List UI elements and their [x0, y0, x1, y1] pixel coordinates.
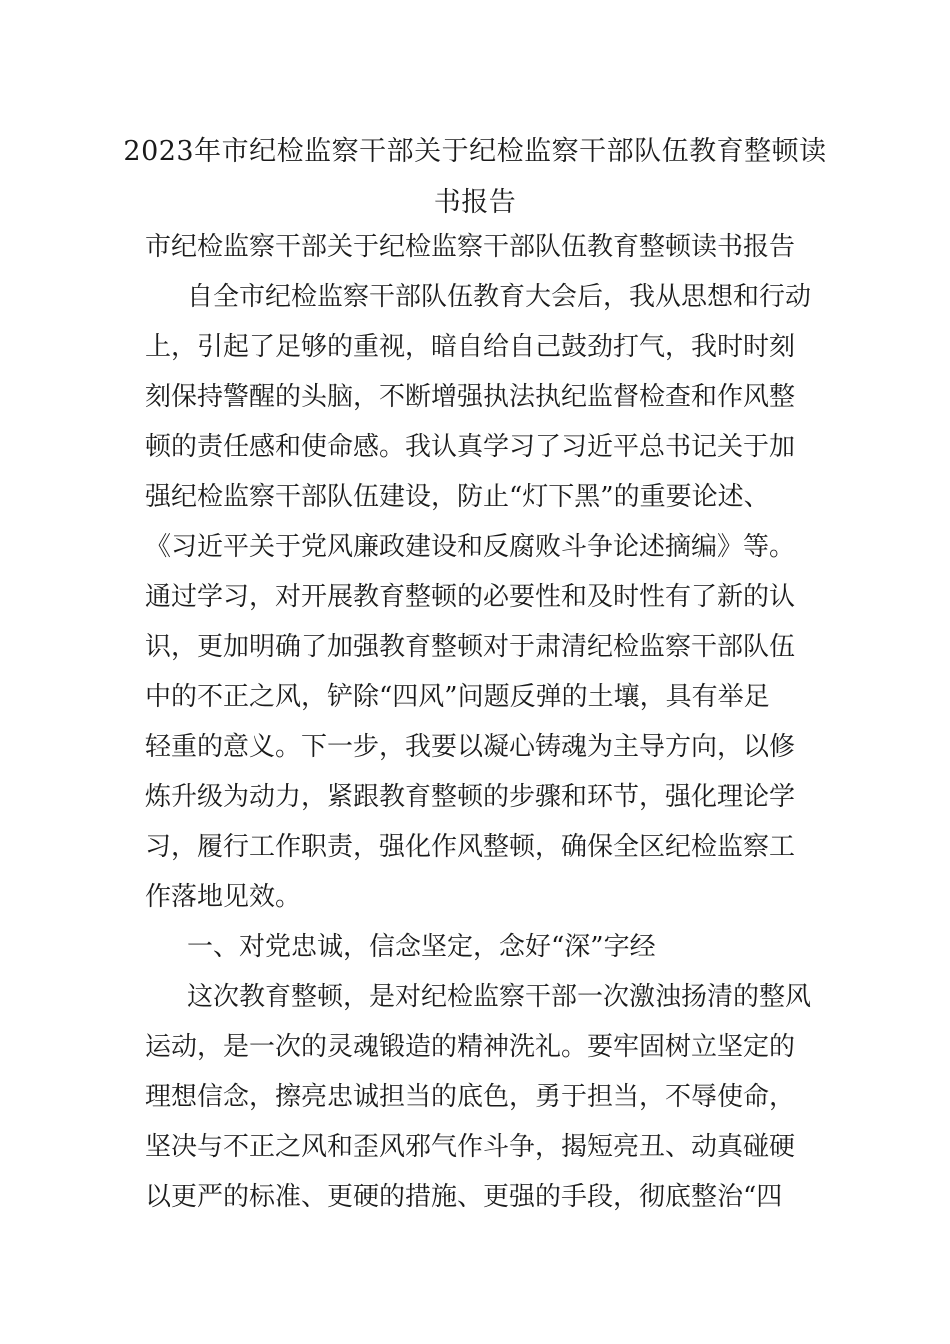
paragraph-2-line: 这次教育整顿，是对纪检监察干部一次激浊扬清的整风: [187, 982, 812, 1012]
paragraph-1-line: 自全市纪检监察干部队伍教育大会后，我从思想和行动: [187, 282, 812, 312]
paragraph-2-line: 运动，是一次的灵魂锻造的精神洗礼。要牢固树立坚定的: [145, 1032, 796, 1062]
paragraph-1-line: 轻重的意义。下一步，我要以凝心铸魂为主导方向，以修: [145, 732, 796, 762]
document-title-line-1: 2023年市纪检监察干部关于纪检监察干部队伍教育整顿读: [123, 136, 827, 167]
paragraph-1-line: 炼升级为动力，紧跟教育整顿的步骤和环节，强化理论学: [145, 782, 796, 812]
paragraph-1-line: 强纪检监察干部队伍建设，防止“灯下黑”的重要论述、: [145, 482, 770, 512]
section-heading-1: 一、对党忠诚，信念坚定，念好“深”字经: [187, 932, 656, 962]
paragraph-1-line: 作落地见效。: [145, 882, 302, 912]
paragraph-1-line: 刻保持警醒的头脑，不断增强执法执纪监督检查和作风整: [145, 382, 796, 412]
paragraph-1-line: 顿的责任感和使命感。我认真学习了习近平总书记关于加: [145, 432, 796, 462]
document-subtitle: 市纪检监察干部关于纪检监察干部队伍教育整顿读书报告: [145, 232, 796, 262]
paragraph-1-line: 习，履行工作职责，强化作风整顿，确保全区纪检监察工: [145, 832, 796, 862]
paragraph-1-line: 上，引起了足够的重视，暗自给自己鼓劲打气，我时时刻: [145, 332, 796, 362]
paragraph-2-line: 理想信念，擦亮忠诚担当的底色，勇于担当，不辱使命，: [145, 1082, 796, 1112]
document-title-line-2: 书报告: [433, 187, 517, 218]
paragraph-1-line: 中的不正之风，铲除“四风”问题反弹的土壤，具有举足: [145, 682, 770, 712]
paragraph-2-line: 坚决与不正之风和歪风邪气作斗争，揭短亮丑、动真碰硬: [145, 1132, 796, 1162]
paragraph-2-line: 以更严的标准、更硬的措施、更强的手段，彻底整治“四: [145, 1182, 783, 1212]
paragraph-1-line: 《习近平关于党风廉政建设和反腐败斗争论述摘编》等。: [145, 532, 796, 562]
paragraph-1-line: 通过学习，对开展教育整顿的必要性和及时性有了新的认: [145, 582, 796, 612]
paragraph-1-line: 识，更加明确了加强教育整顿对于肃清纪检监察干部队伍: [145, 632, 796, 662]
